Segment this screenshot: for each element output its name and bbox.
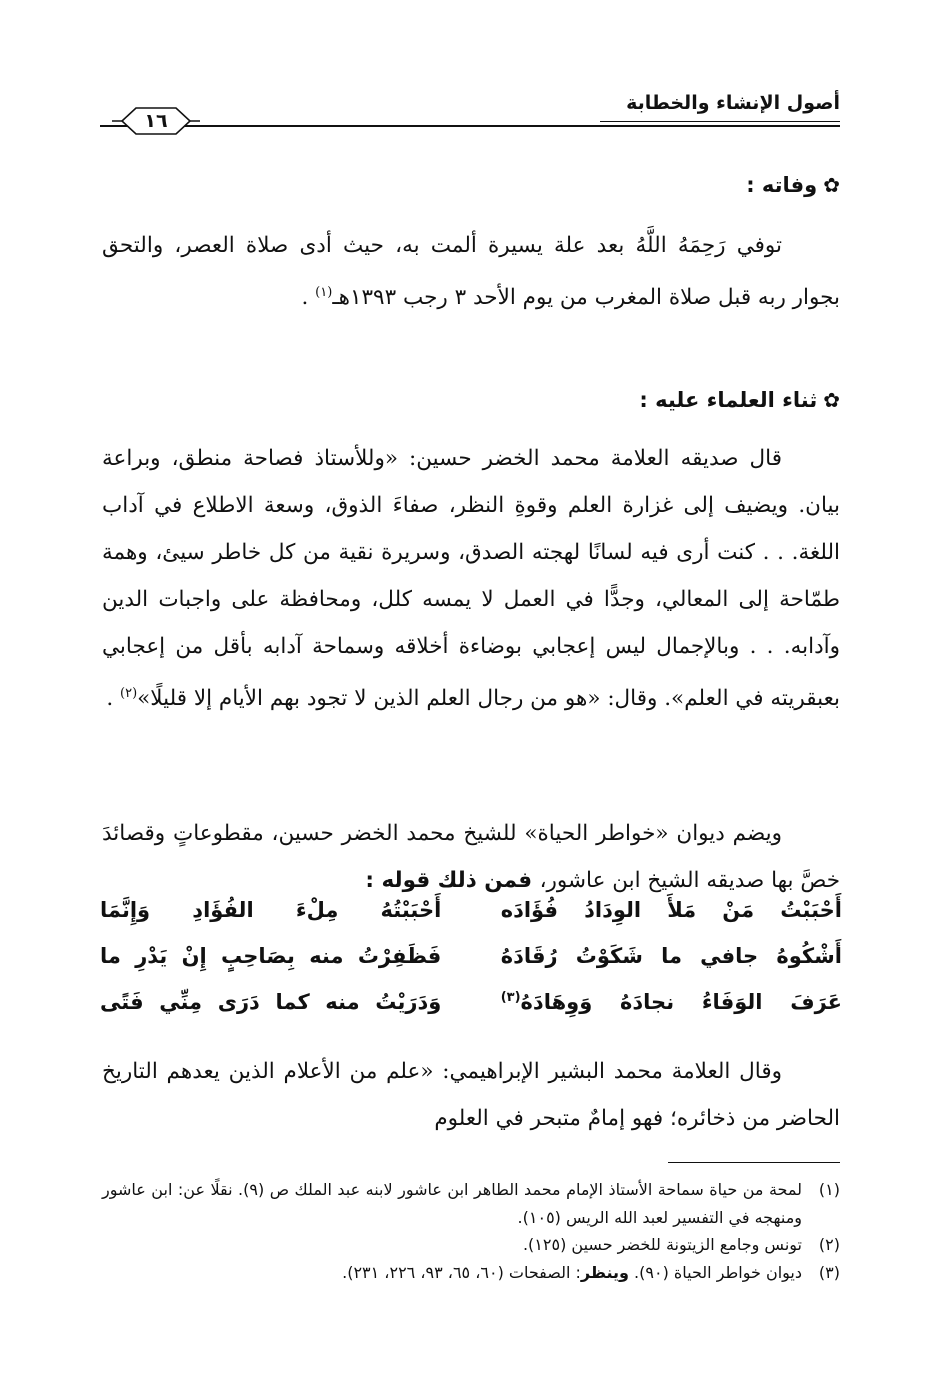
paragraph-death bbox=[102, 222, 840, 321]
verse-first-hemistich bbox=[501, 990, 842, 1036]
footnote bbox=[102, 1259, 840, 1287]
footnote bbox=[102, 1231, 840, 1259]
footnote-ref: (٣) bbox=[500, 990, 521, 1005]
footnote-text-part: : الصفحات (٦٠، ٦٥، ٩٣، ٢٢٦، ٢٣١). bbox=[342, 1262, 581, 1282]
footnotes bbox=[102, 1176, 840, 1286]
paragraph-ibrahimi bbox=[102, 1048, 840, 1142]
flower-bullet-icon: ✿ bbox=[823, 388, 840, 412]
verse-first-hemistich: أَشْكُوهُ جافي ما شَكَوْتُ رُقَادَهُ bbox=[500, 944, 842, 968]
poem-verse bbox=[100, 898, 842, 944]
page-number-badge bbox=[108, 104, 204, 138]
verse-first-hemistich: أَحْبَبْتُ مَنْ مَلأَ الوِدَادُ فُؤَادَه bbox=[500, 898, 842, 922]
verse-second-hemistich: وَدَرَيْتُ منه كما دَرَى مِنِّي فَتًى bbox=[100, 990, 442, 1014]
footnote-ref: (٢) bbox=[120, 686, 138, 701]
poem bbox=[100, 898, 842, 1036]
book-title: أصول الإنشاء والخطابة bbox=[626, 92, 840, 114]
paragraph-text: توفي رَحِمَهُ اللَّهُ بعد علة يسيرة ألمت به، حيث أدى صلاة العصر، والتحق بجوار ربه قبل صلاة المغرب من يوم الأحد ٣ رجب ١٣٩٣هـ bbox=[102, 233, 840, 311]
footnote-number: (٣) bbox=[818, 1262, 840, 1282]
paragraph-text: ويضم ديوان «خواطر الحياة» للشيخ محمد الخضر حسين، مقطوعاتٍ وقصائدَ خصَّ بها صديقه الشيخ ابن عاشور، bbox=[102, 821, 840, 893]
section-heading-praise bbox=[639, 388, 840, 412]
paragraph-diwan bbox=[102, 810, 840, 904]
page-number: ١٦ bbox=[140, 110, 171, 132]
footnote-ref: (١) bbox=[315, 285, 333, 300]
footnote-separator bbox=[668, 1162, 840, 1163]
heading-text: وفاته : bbox=[746, 173, 818, 197]
footnote-number: (١) bbox=[818, 1180, 840, 1199]
poem-verse bbox=[100, 990, 842, 1036]
paragraph-text: قال صديقه العلامة محمد الخضر حسين: «وللأستاذ فصاحة منطق، وبراعة بيان. ويضيف إلى غزارة العلم وقوةِ النظر، صفاءَ الذوق، وسعة الاطلاع في آداب اللغة. . . كنت أرى فيه لسانًا لهجته الصدق، وسريرة نقية من كل خاطر سيئ، وهمة طمّاحة إلى المعالي، وجدًّا في العمل لا يمسه كلل، ومحافظة على واجبات الدين وآدابه. . . وبالإجمال ليس إعجابي بوضاءة أخلاقه وسماحة آدابه بأقل من إعجابي بعبقريته في العلم». وقال: «هو من رجال العلم الذين لا تجود بهم الأيام إلا قليلًا» bbox=[102, 446, 840, 712]
footnote-number: (٢) bbox=[818, 1235, 840, 1254]
paragraph-tail: . bbox=[106, 686, 120, 712]
verse-text: عَرَفَ الوَفَاءُ نجادَهُ وَوِهَادَهُ bbox=[520, 990, 842, 1014]
flower-bullet-icon: ✿ bbox=[823, 173, 840, 197]
footnote-text-part: ديوان خواطر الحياة (٩٠). bbox=[628, 1262, 802, 1282]
section-heading-death bbox=[746, 173, 840, 197]
footnote-bold: وينظر bbox=[580, 1262, 629, 1282]
header-rule-thick bbox=[100, 125, 840, 127]
footnote-text: تونس وجامع الزيتونة للخضر حسين (١٢٥). bbox=[522, 1235, 802, 1254]
paragraph-text: وقال العلامة محمد البشير الإبراهيمي: «علم من الأعلام الذين يعدهم التاريخ الحاضر من ذخائره؛ فهو إمامٌ متبحر في العلوم bbox=[102, 1059, 840, 1131]
poem-verse bbox=[100, 944, 842, 990]
footnote-text bbox=[102, 1259, 802, 1287]
verse-second-hemistich: أَحْبَبْتُهُ مِلْءَ الفُؤَادِ وَإِنَّمَا bbox=[100, 898, 442, 922]
paragraph-tail: . bbox=[301, 285, 316, 311]
paragraph-bold: فمن ذلك قوله : bbox=[365, 868, 540, 893]
heading-text: ثناء العلماء عليه : bbox=[639, 388, 818, 412]
paragraph-praise bbox=[102, 435, 840, 722]
running-header bbox=[100, 92, 840, 152]
header-rule-thin bbox=[600, 121, 840, 122]
footnote bbox=[102, 1176, 840, 1231]
verse-second-hemistich: فَظَفِرْتُ منه بِصَاحِبٍ إِنْ يَدْرِ ما bbox=[100, 944, 442, 968]
footnote-text: لمحة من حياة سماحة الأستاذ الإمام محمد الطاهر ابن عاشور لابنه عبد الملك ص (٩). نقلًا عن: ابن عاشور ومنهجه في التفسير لعبد الله الريس (١٠٥). bbox=[102, 1180, 803, 1227]
